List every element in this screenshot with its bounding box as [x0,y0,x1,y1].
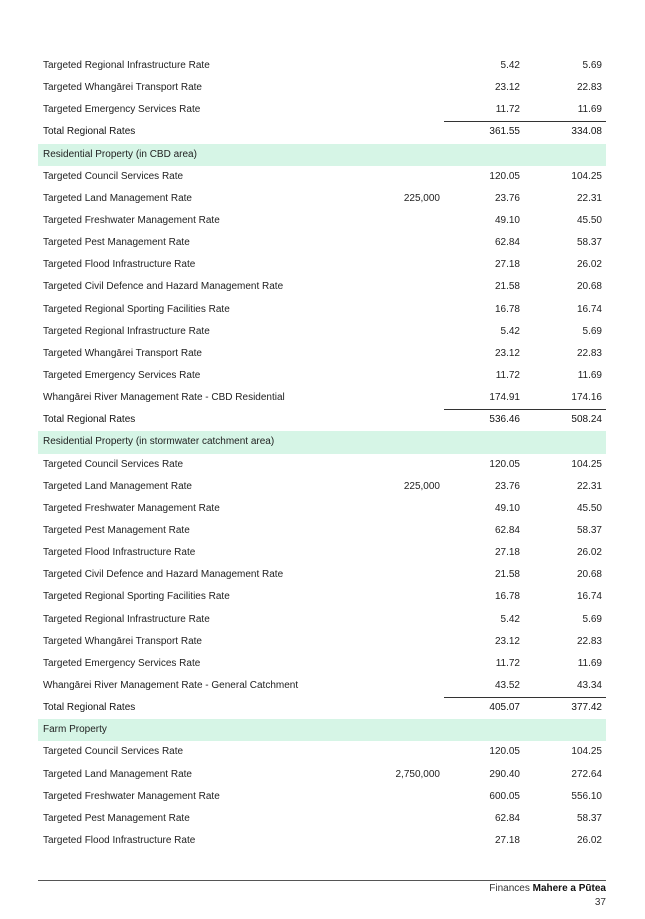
rate-previous: 58.37 [576,237,602,249]
rate-current: 27.18 [494,259,520,271]
footer-section-label: Finances [489,883,530,894]
row-label: Targeted Pest Management Rate [43,524,190,536]
row-label: Targeted Freshwater Management Rate [43,502,220,514]
table-row [38,210,606,232]
rate-previous: 104.25 [571,170,602,182]
row-label: Targeted Pest Management Rate [43,237,190,249]
row-label: Whangārei River Management Rate - General Catchment [43,679,299,691]
row-label: Targeted Whangārei Transport Rate [43,635,202,647]
rate-previous: 377.42 [571,702,602,714]
rate-current: 5.42 [500,325,520,337]
rate-previous: 272.64 [571,768,602,780]
rate-previous: 5.69 [582,325,602,337]
table-row [38,232,606,254]
rates-table [38,55,606,852]
rateable-value: 2,750,000 [395,768,440,780]
row-label: Targeted Land Management Rate [43,192,192,204]
table-row [38,786,606,808]
rate-previous: 26.02 [576,834,602,846]
row-label: Targeted Council Services Rate [43,458,184,470]
rate-current: 23.12 [494,82,520,94]
rate-previous: 45.50 [576,214,602,226]
row-label: Targeted Emergency Services Rate [43,657,201,669]
row-label: Targeted Regional Infrastructure Rate [43,325,210,337]
rate-current: 23.76 [494,192,520,204]
rate-current: 21.58 [494,569,520,581]
rate-current: 43.52 [494,679,520,691]
row-label: Targeted Emergency Services Rate [43,104,201,116]
rate-current: 11.72 [495,104,520,116]
row-label: Targeted Flood Infrastructure Rate [43,834,196,846]
table-row [38,365,606,387]
rate-previous: 20.68 [576,569,602,581]
rate-previous: 16.74 [576,303,602,315]
rate-previous: 11.69 [577,369,602,381]
table-row [38,254,606,276]
row-label: Targeted Whangārei Transport Rate [43,347,202,359]
rate-previous: 26.02 [576,259,602,271]
page-number: 37 [594,897,606,908]
rate-previous: 508.24 [571,414,602,426]
row-label: Targeted Regional Infrastructure Rate [43,613,210,625]
row-label: Targeted Land Management Rate [43,768,192,780]
table-row [38,653,606,675]
rate-current: 21.58 [494,281,520,293]
table-row [38,166,606,188]
rate-previous: 104.25 [571,746,602,758]
rate-previous: 22.31 [576,480,602,492]
row-label: Targeted Land Management Rate [43,480,192,492]
row-label: Whangārei River Management Rate - CBD Residential [43,392,285,404]
rate-current: 120.05 [489,170,520,182]
row-label: Total Regional Rates [43,702,136,714]
row-label: Targeted Pest Management Rate [43,812,190,824]
table-row [38,764,606,786]
rate-current: 11.72 [495,657,520,669]
rate-previous: 16.74 [576,591,602,603]
rate-current: 405.07 [489,702,520,714]
rate-previous: 5.69 [582,60,602,71]
rate-current: 62.84 [494,237,520,249]
rate-previous: 11.69 [577,104,602,116]
table-row [38,321,606,343]
table-row [38,55,606,77]
footer-section-title [489,883,606,894]
row-label: Total Regional Rates [43,414,136,426]
table-row [38,188,606,210]
rate-previous: 22.83 [576,82,602,94]
table-row [38,741,606,763]
rate-current: 27.18 [494,547,520,559]
table-row [38,586,606,608]
row-label: Targeted Civil Defence and Hazard Management Rate [43,281,284,293]
table-row [38,631,606,653]
row-label: Total Regional Rates [43,126,136,138]
rate-current: 5.42 [500,60,520,71]
footer-section-bold-label: Mahere a Pūtea [532,883,606,894]
rate-previous: 104.25 [571,458,602,470]
rate-previous: 5.69 [582,613,602,625]
rate-current: 23.76 [494,480,520,492]
table-row [38,675,606,697]
table-row [38,609,606,631]
table-row [38,564,606,586]
rate-current: 62.84 [494,812,520,824]
rate-previous: 556.10 [571,790,602,802]
row-label: Targeted Whangārei Transport Rate [43,82,202,94]
total-row [38,697,606,719]
rate-current: 27.18 [494,834,520,846]
row-label: Targeted Regional Sporting Facilities Rate [43,303,230,315]
table-row [38,454,606,476]
rateable-value: 225,000 [403,192,440,204]
table-row [38,99,606,121]
row-label: Residential Property (in stormwater catchment area) [43,436,275,448]
rate-previous: 22.31 [576,192,602,204]
row-label: Targeted Flood Infrastructure Rate [43,547,196,559]
rate-previous: 58.37 [576,812,602,824]
rate-current: 23.12 [494,635,520,647]
table-row [38,520,606,542]
rate-previous: 22.83 [576,347,602,359]
total-row [38,121,606,143]
row-label: Targeted Civil Defence and Hazard Management Rate [43,569,284,581]
rate-previous: 11.69 [577,657,602,669]
rate-current: 49.10 [494,214,520,226]
rate-current: 120.05 [489,746,520,758]
row-label: Targeted Regional Infrastructure Rate [43,60,210,71]
rate-previous: 174.16 [571,392,602,404]
rate-current: 5.42 [500,613,520,625]
table-row [38,387,606,409]
rate-current: 62.84 [494,524,520,536]
table-row [38,299,606,321]
rate-current: 11.72 [495,369,520,381]
row-label: Residential Property (in CBD area) [43,148,197,160]
rate-current: 361.55 [489,126,520,138]
row-label: Farm Property [43,724,107,736]
rate-current: 174.91 [489,392,520,404]
table-row [38,476,606,498]
rate-current: 16.78 [494,591,520,603]
row-label: Targeted Regional Sporting Facilities Rate [43,591,230,603]
rate-current: 120.05 [489,458,520,470]
section-header-row [38,719,606,741]
footer-divider [38,880,606,881]
rate-current: 23.12 [494,347,520,359]
rate-current: 600.05 [489,790,520,802]
rate-current: 290.40 [489,768,520,780]
table-row [38,808,606,830]
rate-previous: 45.50 [576,502,602,514]
rate-previous: 20.68 [576,281,602,293]
table-row [38,830,606,852]
table-row [38,276,606,298]
rate-previous: 26.02 [576,547,602,559]
row-label: Targeted Council Services Rate [43,746,184,758]
row-label: Targeted Emergency Services Rate [43,369,201,381]
row-label: Targeted Council Services Rate [43,170,184,182]
rate-current: 536.46 [489,414,520,426]
rate-previous: 58.37 [576,524,602,536]
total-row [38,409,606,431]
row-label: Targeted Freshwater Management Rate [43,790,220,802]
section-header-row [38,144,606,166]
table-row [38,77,606,99]
table-row [38,498,606,520]
rate-current: 49.10 [494,502,520,514]
rateable-value: 225,000 [403,480,440,492]
row-label: Targeted Flood Infrastructure Rate [43,259,196,271]
rate-previous: 334.08 [571,126,602,138]
rate-previous: 43.34 [576,679,602,691]
table-row [38,343,606,365]
rate-previous: 22.83 [576,635,602,647]
rate-current: 16.78 [494,303,520,315]
table-row [38,542,606,564]
row-label: Targeted Freshwater Management Rate [43,214,220,226]
section-header-row [38,431,606,453]
